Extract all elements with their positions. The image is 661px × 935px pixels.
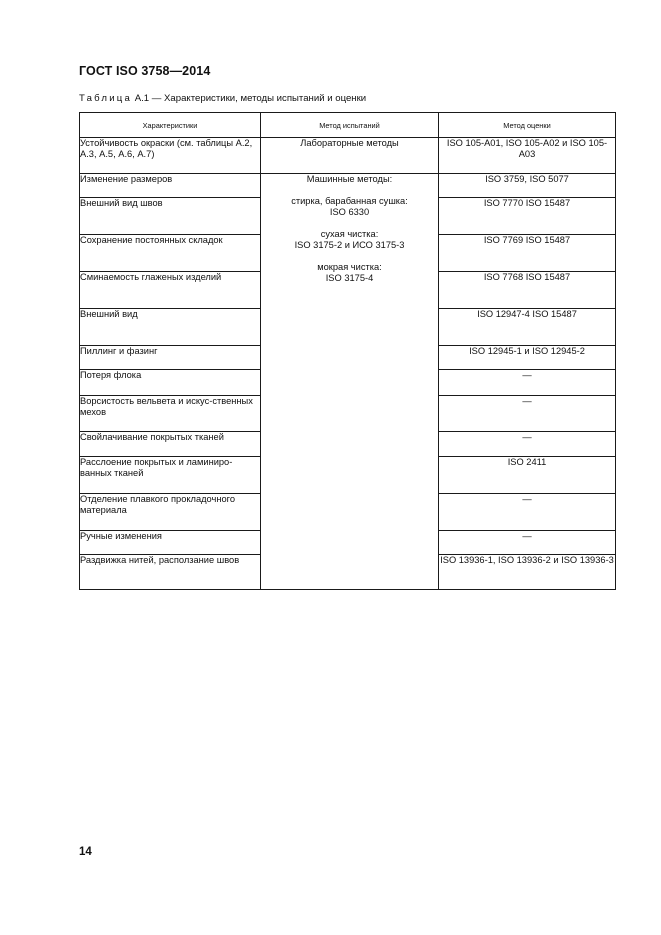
header-characteristics: Характеристики (80, 113, 261, 138)
characteristic-cell: Внешний вид (80, 309, 261, 346)
evaluation-cell: — (439, 494, 616, 531)
characteristic-cell: Внешний вид швов (80, 198, 261, 235)
evaluation-cell: ISO 3759, ISO 5077 (439, 174, 616, 198)
header-test-method: Метод испытаний (261, 113, 439, 138)
caption-dash: — (151, 93, 162, 104)
characteristic-cell: Сохранение постоянных складок (80, 235, 261, 272)
characteristic-cell: Пиллинг и фазинг (80, 346, 261, 370)
caption-prefix: Таблица (79, 93, 133, 104)
evaluation-cell: ISO 13936-1, ISO 13936-2 и ISO 13936-3 (439, 555, 616, 590)
table-row (80, 174, 616, 198)
characteristic-cell: Расслоение покрытых и ламиниро-ванных тканей (80, 457, 261, 494)
evaluation-cell: ISO 105-A01, ISO 105-A02 и ISO 105-A03 (439, 138, 616, 174)
evaluation-cell: ISO 7769 ISO 15487 (439, 235, 616, 272)
characteristic-cell: Свойлачивание покрытых тканей (80, 432, 261, 457)
characteristic-cell: Ручные изменения (80, 531, 261, 555)
caption-number: А.1 (134, 93, 150, 104)
wet-clean-label: мокрая чистка: (317, 262, 382, 272)
evaluation-cell: — (439, 531, 616, 555)
wet-clean-standard: ISO 3175-4 (325, 273, 374, 283)
page-number: 14 (79, 846, 92, 858)
characteristic-cell: Отделение плавкого прокладочного материала (80, 494, 261, 531)
wash-label: стирка, барабанная сушка: (291, 196, 408, 206)
wash-standard: ISO 6330 (329, 207, 370, 217)
evaluation-cell: ISO 7768 ISO 15487 (439, 272, 616, 309)
document-title: ГОСТ ISO 3758—2014 (79, 64, 211, 78)
evaluation-cell: — (439, 432, 616, 457)
evaluation-cell: — (439, 370, 616, 396)
evaluation-cell: ISO 12945-1 и ISO 12945-2 (439, 346, 616, 370)
header-evaluation-method: Метод оценки (439, 113, 616, 138)
table-header-row (80, 113, 616, 138)
machine-methods-title: Машинные методы: (306, 174, 393, 184)
characteristic-cell: Сминаемость глаженых изделий (80, 272, 261, 309)
dry-clean-standard: ISO 3175-2 и ИСО 3175-3 (294, 240, 405, 250)
caption-title: Характеристики, методы испытаний и оценки (164, 93, 367, 104)
table-caption (79, 93, 366, 104)
machine-methods-cell (261, 174, 439, 590)
method-cell: Лабораторные методы (261, 138, 439, 174)
evaluation-cell: — (439, 396, 616, 432)
evaluation-cell: ISO 12947-4 ISO 15487 (439, 309, 616, 346)
characteristic-cell: Раздвижка нитей, расползание швов (80, 555, 261, 590)
evaluation-cell: ISO 2411 (439, 457, 616, 494)
characteristic-cell: Ворсистость вельвета и искус-ственных мехов (80, 396, 261, 432)
dry-clean-label: сухая чистка: (320, 229, 379, 239)
characteristic-cell: Потеря флока (80, 370, 261, 396)
table-row (80, 138, 616, 174)
characteristic-cell: Изменение размеров (80, 174, 261, 198)
characteristics-table (79, 112, 616, 590)
characteristic-cell: Устойчивость окраски (см. таблицы А.2, А.3, А.5, А.6, А.7) (80, 138, 261, 174)
evaluation-cell: ISO 7770 ISO 15487 (439, 198, 616, 235)
